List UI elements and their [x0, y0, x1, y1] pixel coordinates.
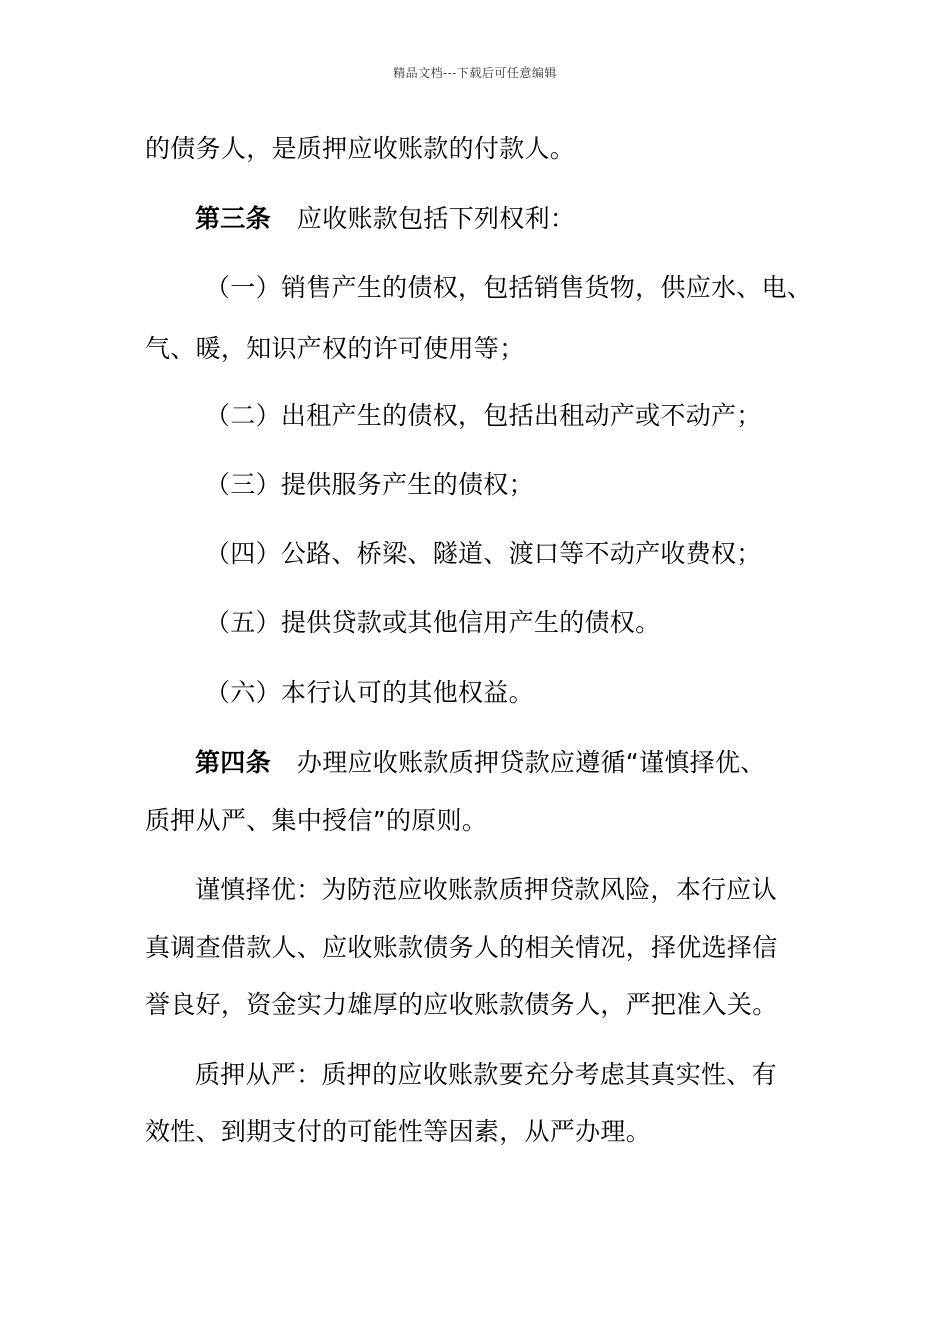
article-3-heading [195, 204, 575, 234]
article-text: 应收账款包括下列权利： [296, 204, 576, 233]
list-item-2: （二）出租产生的债权，包括出租动产或不动产； [205, 401, 762, 430]
paragraph-line: 效性、到期支付的可能性等因素，从严办理。 [145, 1117, 652, 1146]
list-item-1-continuation: 气、暖，知识产权的许可使用等； [145, 334, 525, 363]
article-4-heading [195, 748, 766, 778]
paragraph-line: 誉良好，资金实力雄厚的应收账款债务人，严把准入关。 [145, 990, 778, 1019]
list-item-6: （六）本行认可的其他权益。 [205, 678, 534, 707]
list-item-3: （三）提供服务产生的债权； [205, 470, 534, 499]
paragraph-line: 谨慎择优：为防范应收账款质押贷款风险，本行应认 [195, 875, 777, 904]
page-header: 精品文档---下载后可任意编辑 [393, 66, 557, 80]
article-text: 办理应收账款质押贷款应遵循“谨慎择优、 [296, 748, 766, 777]
list-item-5: （五）提供贷款或其他信用产生的债权。 [205, 608, 661, 637]
list-item-1-line: （一）销售产生的债权，包括销售货物，供应水、电、 [205, 273, 813, 302]
article-number: 第三条 [195, 204, 271, 233]
paragraph-line: 真调查借款人、应收账款债务人的相关情况，择优选择信 [145, 933, 778, 962]
list-item-4: （四）公路、桥梁、隧道、渡口等不动产收费权； [205, 539, 762, 568]
article-number: 第四条 [195, 748, 271, 777]
paragraph-line: 质押从严、集中授信”的原则。 [145, 806, 488, 835]
paragraph-line: 质押从严：质押的应收账款要充分考虑其真实性、有 [195, 1060, 777, 1089]
paragraph-line: 的债务人，是质押应收账款的付款人。 [145, 134, 576, 163]
